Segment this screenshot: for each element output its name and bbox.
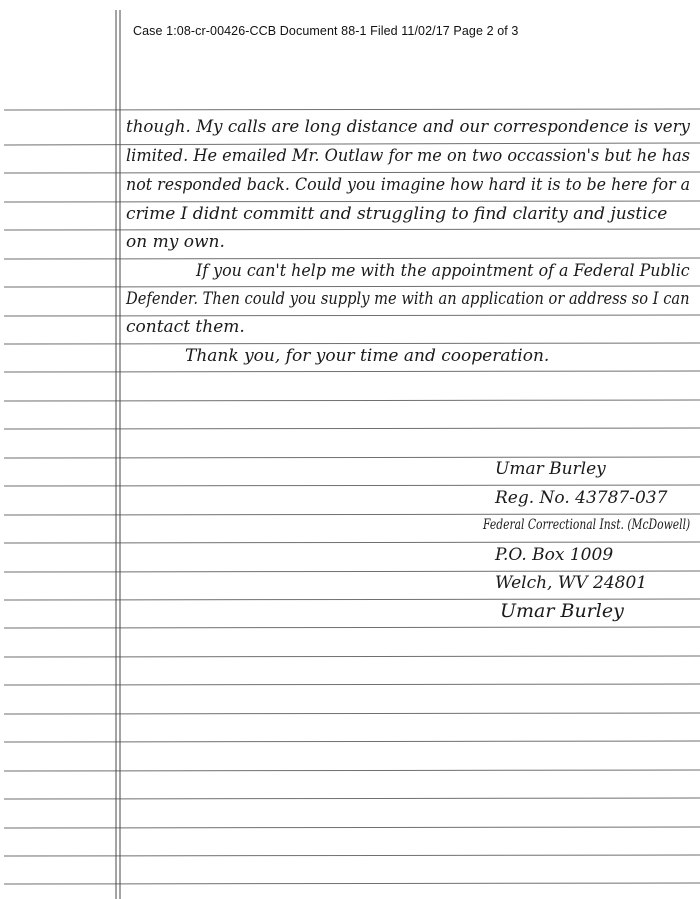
letter-line: Thank you, for your time and cooperation. [185,346,550,366]
letter-line: contact them. [126,317,245,337]
letter-line: crime I didnt committ and struggling to find clarity and justice [126,204,668,224]
letter-line: If you can't help me with the appointment of a Federal Public [196,261,690,281]
city-state-zip: Welch, WV 24801 [495,573,648,593]
case-header-stamp: Case 1:08-cr-00426-CCB Document 88-1 Filed 11/02/17 Page 2 of 3 [133,24,519,38]
institution-name: Federal Correctional Inst. (McDowell) [483,517,691,533]
register-number: Reg. No. 43787-037 [495,488,668,508]
letter-line: not responded back. Could you imagine how hard it is to be here for a [126,175,691,195]
po-box: P.O. Box 1009 [495,545,614,565]
letter-line: though. My calls are long distance and our correspondence is very [126,117,690,137]
signer-name: Umar Burley [495,459,606,479]
handwritten-signature: Umar Burley [500,600,624,622]
letter-line: limited. He emailed Mr. Outlaw for me on two occassion's but he has [126,146,691,166]
letter-line: on my own. [126,232,225,252]
letter-line: Defender. Then could you supply me with an application or address so I can [126,289,690,309]
